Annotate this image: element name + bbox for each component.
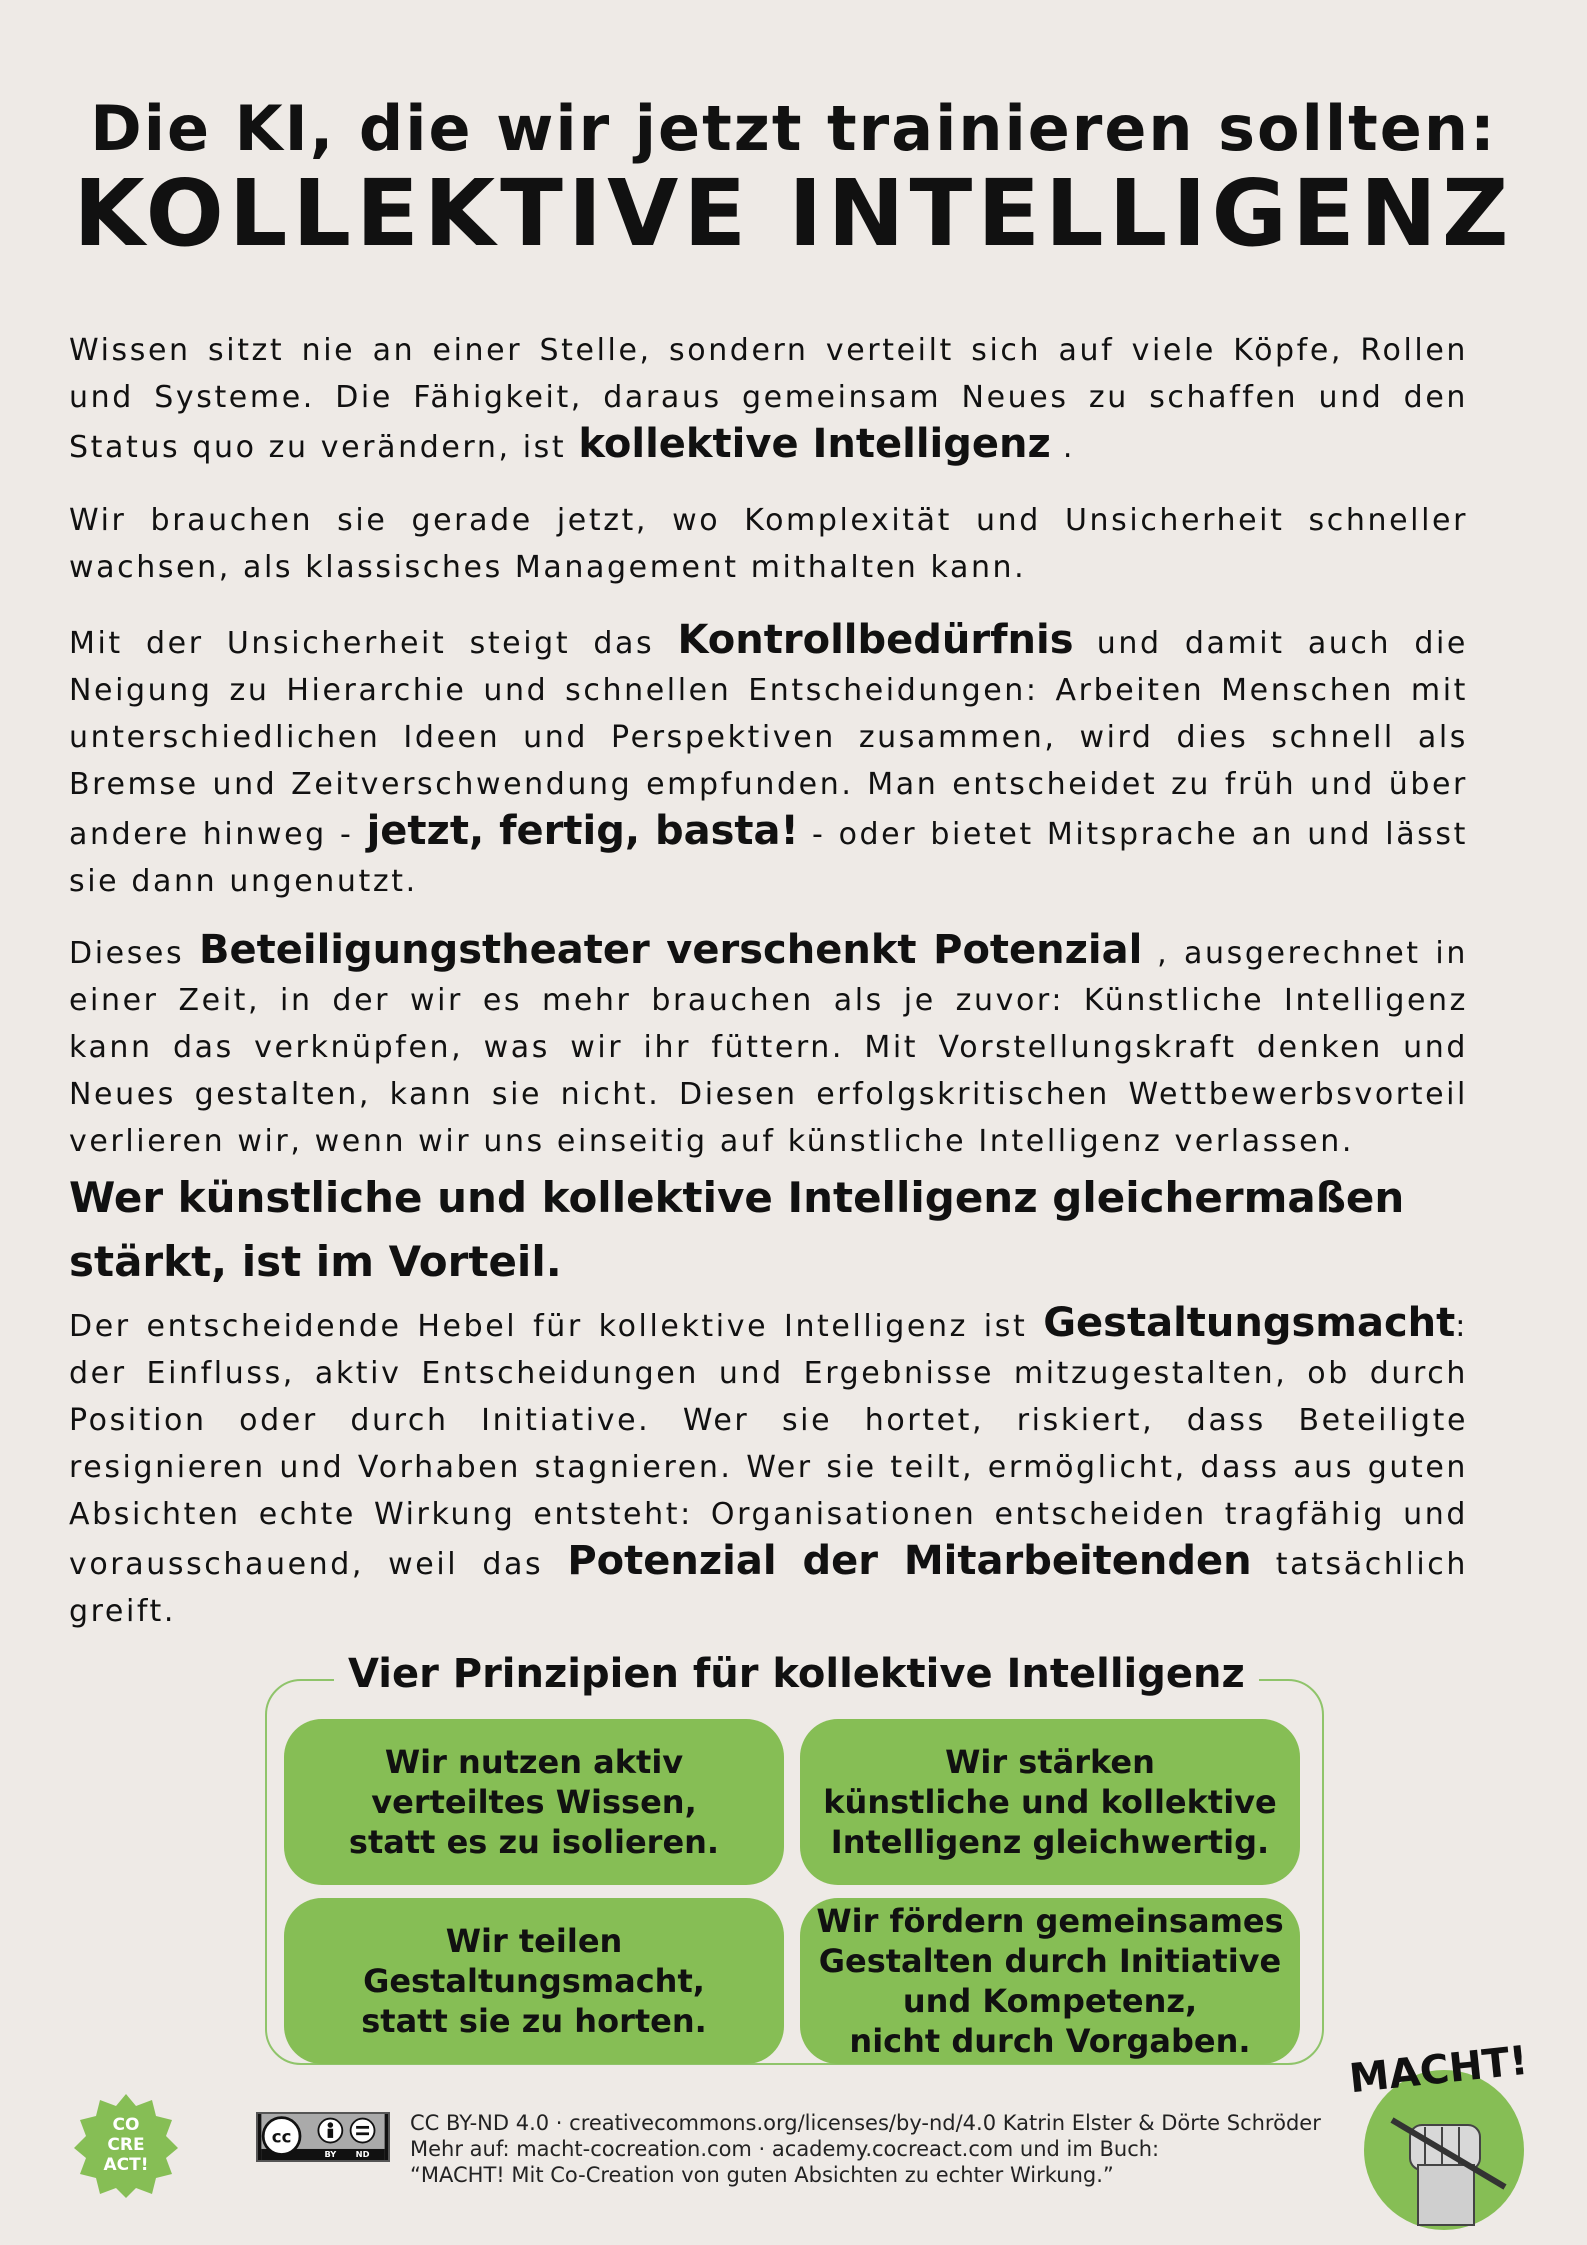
cc-license-badge-icon <box>256 2112 390 2162</box>
principle-card-2: Wir stärken künstliche und kollektive Intelligenz gleichwertig. <box>800 1719 1300 1885</box>
paragraph-4-text-b: , ausgerechnet in einer Zeit, in der wir es mehr brauchen als je zuvor: Künstliche Intelligenz kann das verknüpfen, was wir ihr füttern. Mit Vorstellungskraft denken und Neues gestalten, kann sie nicht. Diesen erfolgskritischen Wettbewerbsvorteil verlieren wir, wenn wir uns einseitig auf künstliche Intelligenz verlassen. <box>69 936 1468 1159</box>
paragraph-1-text-b: . <box>1050 430 1076 465</box>
paragraph-1-highlight: kollektive Intelligenz <box>578 421 1051 467</box>
key-statement: Wer künstliche und kollektive Intelligenz gleichermaßen stärkt, ist im Vorteil. <box>69 1173 1405 1286</box>
paragraph-5-highlight-1: Gestaltungsmacht <box>1043 1300 1456 1346</box>
article-body <box>69 327 1468 471</box>
macht-fist-badge-icon <box>1340 2035 1540 2235</box>
cc-nd-text: ND <box>355 2149 370 2160</box>
principles-title: Vier Prinzipien für kollektive Intelligenz <box>334 1651 1259 1697</box>
svg-text:cc: cc <box>271 2127 292 2147</box>
footer-credits <box>410 2110 1321 2188</box>
paragraph-5-highlight-2: Potenzial der Mitarbeitenden <box>567 1538 1252 1584</box>
principle-card-1: Wir nutzen aktiv verteiltes Wissen, statt es zu isolieren. <box>284 1719 784 1885</box>
paragraph-4-text-a: Dieses <box>69 936 199 971</box>
paragraph-5-text-c: tatsächlich greift. <box>69 1547 1468 1629</box>
paragraph-3-highlight-2: jetzt, fertig, basta! <box>366 808 799 854</box>
paragraph-2: Wir brauchen sie gerade jetzt, wo Komplexität und Unsicherheit schneller wachsen, als klassisches Management mithalten kann. <box>69 503 1468 585</box>
paragraph-3-text-b: und damit auch die Neigung zu Hierarchie und schnellen Entscheidungen: Arbeiten Menschen mit unterschiedlichen Ideen und Perspektiven zusammen, wird dies schnell als Bremse und Zeitverschwendung empfunden. Man entscheidet zu früh und über andere hinweg - <box>69 626 1468 852</box>
paragraph-4 <box>69 927 1468 1165</box>
principle-card-3: Wir teilen Gestaltungsmacht, statt sie zu horten. <box>284 1898 784 2064</box>
footer-line-2: Mehr auf: macht-cocreation.com · academy.cocreact.com und im Buch: <box>410 2137 1160 2161</box>
cocreact-logo-icon <box>72 2092 180 2200</box>
logo-text-1: CO <box>112 2115 140 2135</box>
paragraph-1-text-a: Wissen sitzt nie an einer Stelle, sondern verteilt sich auf viele Köpfe, Rollen und Systeme. Die Fähigkeit, daraus gemeinsam Neues zu schaffen und den Status quo zu verändern, ist <box>69 333 1468 465</box>
cc-by-text: BY <box>324 2149 337 2160</box>
title-line-1: Die KI, die wir jetzt trainieren sollten: <box>90 92 1497 165</box>
paragraph-5-text-b: : der Einfluss, aktiv Entscheidungen und Ergebnisse mitzugestalten, ob durch Position oder durch Initiative. Wer sie hortet, riskiert, dass Beteiligte resignieren und Vorhaben stagnieren. Wer sie teilt, ermöglicht, dass aus guten Absichten echte Wirkung entsteht: Organisationen entscheiden tragfähig und vorausschauend, weil das <box>69 1309 1468 1582</box>
title-line-2: KOLLEKTIVE INTELLIGENZ <box>73 160 1514 267</box>
paragraph-3-text-c: - oder bietet Mitsprache an und lässt sie dann ungenutzt. <box>69 817 1468 899</box>
paragraph-1 <box>69 327 1468 471</box>
paragraph-4-highlight: Beteiligungstheater verschenkt Potenzial <box>199 927 1143 973</box>
footer-line-3: “MACHT! Mit Co-Creation von guten Absichten zu echter Wirkung.” <box>410 2163 1114 2187</box>
paragraph-3-highlight-1: Kontrollbedürfnis <box>677 617 1074 663</box>
principle-card-4: Wir fördern gemeinsames Gestalten durch Initiative und Kompetenz, nicht durch Vorgaben. <box>800 1898 1300 2064</box>
logo-text-3: ACT! <box>103 2155 149 2175</box>
paragraph-5 <box>69 1300 1468 1635</box>
footer-line-1: CC BY-ND 4.0 · creativecommons.org/licenses/by-nd/4.0 Katrin Elster & Dörte Schröder <box>410 2111 1321 2135</box>
paragraph-5-text-a: Der entscheidende Hebel für kollektive Intelligenz ist <box>69 1309 1044 1344</box>
paragraph-3 <box>69 617 1468 905</box>
macht-badge-text: MACHT! <box>1347 2037 1531 2103</box>
logo-text-2: CRE <box>107 2135 145 2155</box>
paragraph-3-text-a: Mit der Unsicherheit steigt das <box>69 626 678 661</box>
